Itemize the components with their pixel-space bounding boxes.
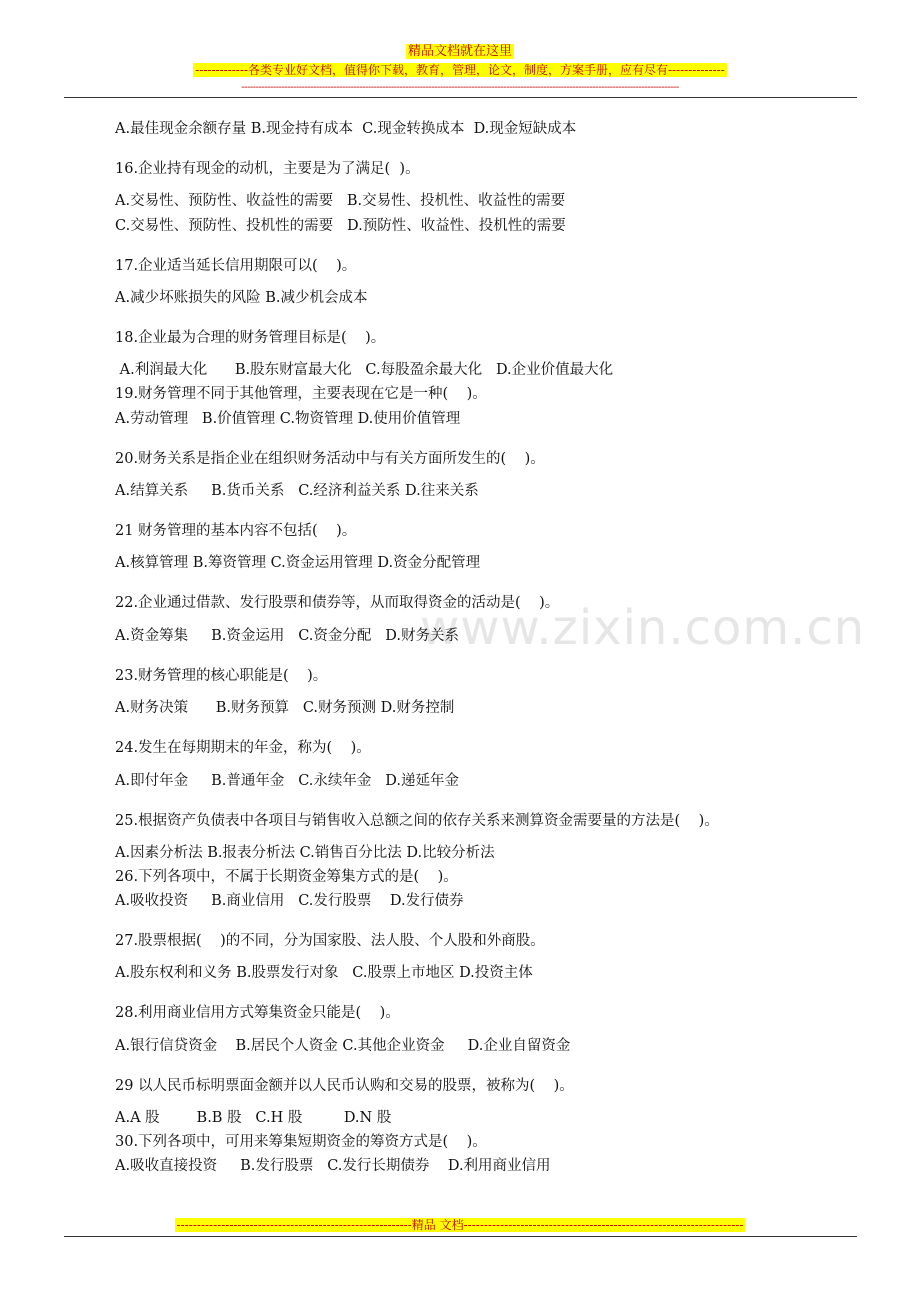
text-line: 21 财务管理的基本内容不包括( )。 (115, 523, 357, 539)
text-line: A.结算关系 B.货币关系 C.经济利益关系 D.往来关系 (115, 483, 479, 499)
text-line: A.财务决策 B.财务预算 C.财务预测 D.财务控制 (115, 700, 455, 716)
text-line: 20.财务关系是指企业在组织财务活动中与有关方面所发生的( )。 (115, 451, 545, 467)
text-line: 22.企业通过借款、发行股票和债券等，从而取得资金的活动是( )。 (115, 595, 560, 611)
text-line: A.因素分析法 B.报表分析法 C.销售百分比法 D.比较分析法 (115, 845, 495, 861)
header-subtitle (0, 62, 920, 78)
text-line: A.最佳现金余额存量 B.现金持有成本 C.现金转换成本 D.现金短缺成本 (115, 121, 577, 137)
header-subtitle-text: -------------各类专业好文档，值得你下载，教育，管理，论文，制度，方案手册，应有尽有-------------- (195, 63, 725, 77)
text-line: A.股东权利和义务 B.股票发行对象 C.股票上市地区 D.投资主体 (115, 965, 533, 981)
text-line: 24.发生在每期期末的年金，称为( )。 (115, 740, 371, 756)
header-title-text: 精品文档就在这里 (407, 44, 512, 59)
text-line: A.吸收直接投资 B.发行股票 C.发行长期债券 D.利用商业信用 (115, 1158, 551, 1174)
text-line: A.资金筹集 B.资金运用 C.资金分配 D.财务关系 (115, 628, 459, 644)
text-line: A.劳动管理 B.价值管理 C.物资管理 D.使用价值管理 (115, 411, 461, 427)
text-line: 23.财务管理的核心职能是( )。 (115, 668, 328, 684)
text-line: 30.下列各项中，可用来筹集短期资金的筹资方式是( )。 (115, 1134, 487, 1150)
header-divider (64, 97, 857, 98)
text-line: 25.根据资产负债表中各项目与销售收入总额之间的依存关系来测算资金需要量的方法是( )。 (115, 813, 719, 829)
text-line: 16.企业持有现金的动机，主要是为了满足( )。 (115, 161, 420, 177)
text-line: C.交易性、预防性、投机性的需要 D.预防性、收益性、投机性的需要 (115, 218, 566, 234)
text-line: A.吸收投资 B.商业信用 C.发行股票 D.发行债券 (115, 893, 464, 909)
text-line: A.利润最大化 B.股东财富最大化 C.每股盈余最大化 D.企业价值最大化 (115, 362, 614, 378)
text-line: 28.利用商业信用方式筹集资金只能是( )。 (115, 1005, 400, 1021)
header-dashes: -------------------------------------------------------------------------------------------------------------------------------------------------------- (241, 82, 679, 93)
footer-text: ----------------------------------------------------------精品 文档--------------------------------------------------------------------- (176, 1218, 744, 1232)
text-line: 18.企业最为合理的财务管理目标是( )。 (115, 330, 386, 346)
footer (0, 1218, 920, 1232)
text-line: 19.财务管理不同于其他管理，主要表现在它是一种( )。 (115, 386, 487, 402)
text-line: A.银行信贷资金 B.居民个人资金 C.其他企业资金 D.企业自留资金 (115, 1038, 571, 1054)
text-line: A.交易性、预防性、收益性的需要 B.交易性、投机性、收益性的需要 (115, 193, 566, 209)
watermark: www.zixin.com.cn (420, 600, 866, 656)
text-line: A.减少坏账损失的风险 B.减少机会成本 (115, 290, 368, 306)
text-line: A.A 股 B.B 股 C.H 股 D.N 股 (115, 1110, 392, 1126)
text-line: A.即付年金 B.普通年金 C.永续年金 D.递延年金 (115, 773, 459, 789)
text-line: A.核算管理 B.筹资管理 C.资金运用管理 D.资金分配管理 (115, 555, 481, 571)
text-line: 27.股票根据( )的不同，分为国家股、法人股、个人股和外商股。 (115, 933, 545, 949)
text-line: 26.下列各项中，不属于长期资金筹集方式的是( )。 (115, 869, 458, 885)
text-line: 29 以人民币标明票面金额并以人民币认购和交易的股票，被称为( )。 (115, 1078, 574, 1094)
footer-divider (64, 1236, 857, 1237)
header-title (0, 44, 920, 60)
text-line: 17.企业适当延长信用期限可以( )。 (115, 258, 357, 274)
